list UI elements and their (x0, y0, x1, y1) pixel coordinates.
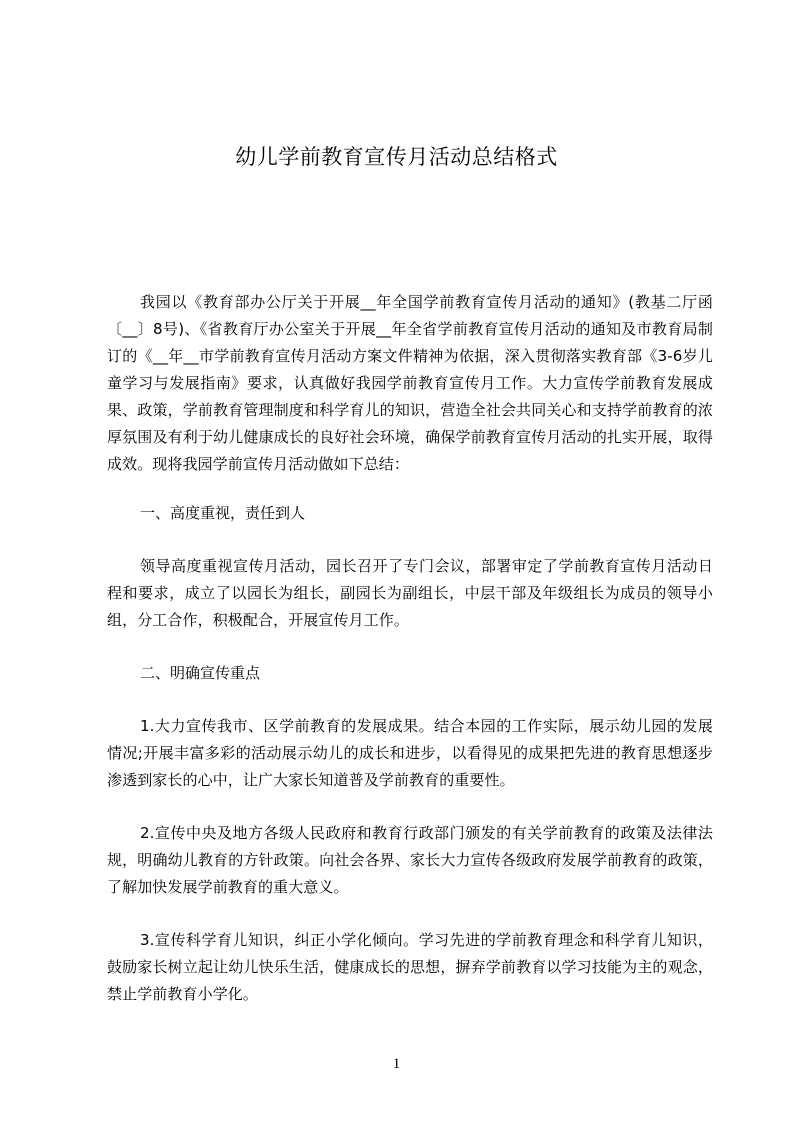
section-heading-1: 一、高度重视，责任到人 (140, 504, 306, 522)
point-2-paragraph: 2.宣传中央及地方各级人民政府和教育行政部门颁发的有关学前教育的政策及法律法规，明确幼儿教育的方针政策。向社会各界、家长大力宣传各级政府发展学前教育的政策，了解加快发展学前教育的重大意义。 (107, 824, 713, 896)
page-number: 1 (392, 1056, 401, 1072)
page-title: 幼儿学前教育宣传月活动总结格式 (235, 145, 558, 169)
point-3-paragraph: 3.宣传科学育儿知识，纠正小学化倾向。学习先进的学前教育理念和科学育儿知识，鼓励家长树立起让幼儿快乐生活，健康成长的思想，摒弃学前教育以学习技能为主的观念，禁止学前教育小学化。 (107, 931, 713, 1003)
intro-paragraph: 我园以《教育部办公厅关于开展__年全国学前教育宣传月活动的通知》(教基二厅函〔__〕8号)、《省教育厅办公室关于开展__年全省学前教育宣传月活动的通知及市教育局制订的《__年__市学前教育宣传月活动方案文件精神为依据，深入贯彻落实教育部《3-6岁儿童学习与发展指南》要求，认真做好我园学前教育宣传月工作。大力宣传学前教育发展成果、政策，学前教育管理制度和科学育儿的知识，营造全社会共同关心和支持学前教育的浓厚氛围及有利于幼儿健康成长的良好社会环境，确保学前教育宣传月活动的扎实开展，取得成效。现将我园学前宣传月活动做如下总结： (107, 293, 713, 473)
point-1-paragraph: 1.大力宣传我市、区学前教育的发展成果。结合本园的工作实际，展示幼儿园的发展情况;开展丰富多彩的活动展示幼儿的成长和进步，以看得见的成果把先进的教育思想逐步渗透到家长的心中，让广大家长知道普及学前教育的重要性。 (107, 717, 713, 789)
section-1-paragraph: 领导高度重视宣传月活动，园长召开了专门会议，部署审定了学前教育宣传月活动日程和要求，成立了以园长为组长，副园长为副组长，中层干部及年级组长为成员的领导小组，分工合作，积极配合，开展宣传月工作。 (107, 557, 713, 629)
section-heading-2: 二、明确宣传重点 (140, 664, 261, 682)
